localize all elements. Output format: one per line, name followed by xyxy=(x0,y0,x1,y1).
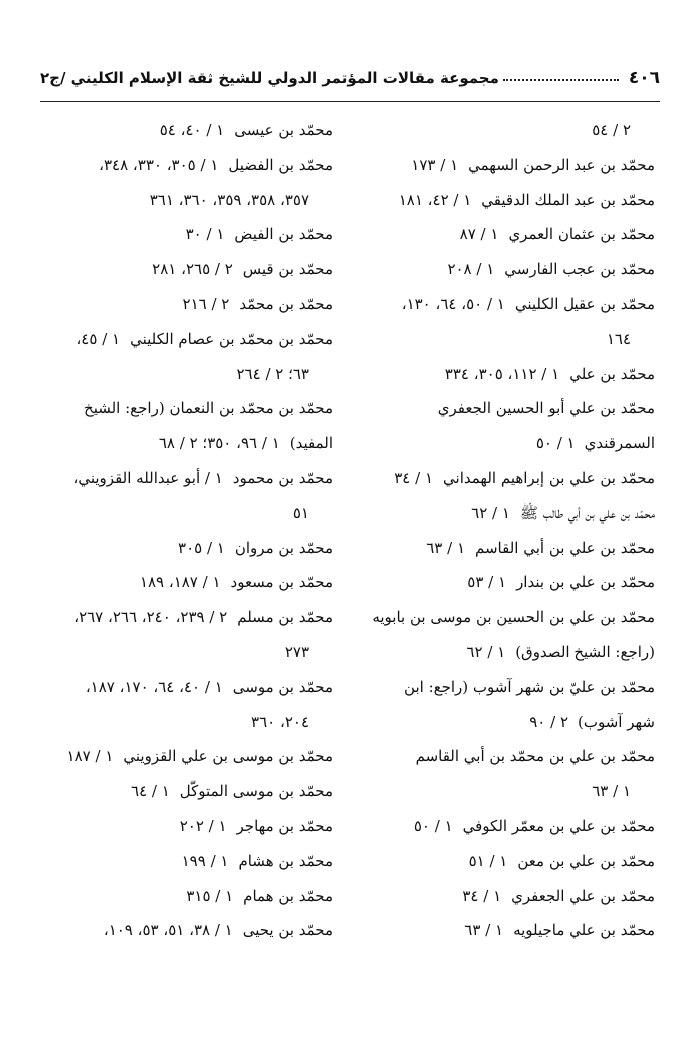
index-entry xyxy=(365,252,655,287)
index-entry xyxy=(365,217,655,252)
index-entry xyxy=(43,217,333,252)
index-entry xyxy=(365,879,655,914)
entry-page-refs: ٢ / ٢٣٩، ٢٤٠، ٢٦٦، ٢٦٧، xyxy=(74,608,228,627)
entry-page-refs: ١ / ٨٧ xyxy=(459,225,499,244)
index-entry xyxy=(365,461,655,496)
entry-page-refs: ١ / ٥٠، ٦٤، ١٣٠، xyxy=(401,294,505,313)
index-entry xyxy=(365,496,655,531)
entry-page-refs: ١ / ٤٠، ٦٤، ١٧٠، ١٨٧، xyxy=(85,677,223,696)
entry-name: محمّد بن هشام xyxy=(238,851,333,870)
entry-page-refs: ١ / ١٩٩ xyxy=(181,851,229,870)
entry-name: السمرقندي xyxy=(584,434,655,453)
index-entry xyxy=(43,670,333,705)
index-entry xyxy=(43,844,333,879)
entry-page-refs: ٣٥٧، ٣٥٨، ٣٥٩، ٣٦٠، ٣٦١ xyxy=(149,190,309,209)
entry-name: محمّد بن الفضيل xyxy=(228,155,333,174)
index-entry xyxy=(43,357,333,392)
index-entry xyxy=(43,287,333,322)
entry-name: محمّد بن عقيل الكليني xyxy=(514,294,655,313)
entry-page-refs: ١ / ٦٣ xyxy=(426,538,465,557)
entry-page-refs: ١ / ٩٦، ٣٥٠؛ ٢ / ٦٨ xyxy=(158,434,280,453)
index-entry xyxy=(43,391,333,426)
index-entry xyxy=(43,739,333,774)
entry-page-refs: ١٦٤ xyxy=(606,329,631,348)
entry-page-refs: ٢٧٣ xyxy=(284,642,309,661)
entry-name: محمّد بن عبد الملك الدقيقي xyxy=(481,190,655,209)
index-entry xyxy=(43,322,333,357)
entry-page-refs: ١ / ٥١ xyxy=(468,851,508,870)
index-entry xyxy=(365,705,655,740)
entry-page-refs: ١ / ٣٠٥ xyxy=(178,538,225,557)
index-entry xyxy=(43,565,333,600)
entry-name: محمّد بن علي ماجيلويه xyxy=(513,921,655,940)
entry-name: محمّد بن علي xyxy=(569,364,655,383)
entry-name: المفيد) xyxy=(289,434,333,453)
entry-name: محمّد بن محمّد بن عصام الكليني xyxy=(130,329,333,348)
header-rule xyxy=(40,101,660,102)
index-entry xyxy=(43,113,333,148)
entry-page-refs: ١ / ٦٣ xyxy=(592,782,631,801)
index-entry xyxy=(43,426,333,461)
index-entry xyxy=(43,461,333,496)
entry-name: محمّد بن علي بن بندار xyxy=(516,573,655,592)
entry-page-refs: ١ / ٥٣ xyxy=(467,573,507,592)
entry-page-refs: ١ / ٣١٥ xyxy=(186,886,234,905)
entry-page-refs: ١ / ١٧٣ xyxy=(411,155,459,174)
entry-name: محمّد بن مروان xyxy=(234,538,333,557)
entry-page-refs: ٦٣؛ ٢ / ٢٦٤ xyxy=(236,364,309,383)
entry-page-refs: ١ / ٥٠ xyxy=(413,816,453,835)
index-entry xyxy=(365,322,655,357)
index-entry xyxy=(43,635,333,670)
index-entry xyxy=(43,705,333,740)
entry-page-refs: ١ / ٣٨، ٥١، ٥٣، ١٠٩، xyxy=(103,921,233,940)
entry-page-refs: ١ / ٣٤ xyxy=(462,886,502,905)
entry-page-refs: ٢ / ٥٤ xyxy=(592,121,631,139)
index-entry xyxy=(43,252,333,287)
entry-page-refs: ١ / ٣٠ xyxy=(185,225,225,244)
index-entry xyxy=(365,148,655,183)
index-entry xyxy=(365,635,655,670)
entry-page-refs: ١ / ٢٠٢ xyxy=(179,816,227,835)
entry-name: محمّد بن موسى xyxy=(232,677,333,696)
index-entry xyxy=(365,844,655,879)
index-entry xyxy=(365,357,655,392)
entry-page-refs: ٢ / ٩٠ xyxy=(529,712,568,731)
entry-name: محمّد بن علي بن أبي القاسم xyxy=(475,538,655,557)
entry-page-refs: ١ / ١١٢، ٣٠٥، ٣٣٤ xyxy=(444,364,560,383)
index-entry xyxy=(43,774,333,809)
page-number: ٤٠٦ xyxy=(628,68,660,88)
running-header xyxy=(40,58,660,98)
index-entry xyxy=(365,739,655,774)
index-entry xyxy=(43,600,333,635)
entry-name: محمّد بن علي الجعفري xyxy=(511,886,655,905)
index-entry xyxy=(43,879,333,914)
index-column-left xyxy=(43,113,333,948)
entry-page-refs: ١ / ٤٠، ٥٤ xyxy=(159,121,225,139)
entry-name: شهر آشوب) xyxy=(578,712,655,731)
index-entry xyxy=(43,913,333,948)
index-entry xyxy=(365,531,655,566)
entry-name: محمّد بن موسى بن علي القزويني xyxy=(123,747,333,766)
entry-name: محمّد بن عبد الرحمن السهمي xyxy=(468,155,655,174)
entry-name: محمّد بن علي أبو الحسين الجعفري xyxy=(437,399,655,418)
index-entry xyxy=(43,496,333,531)
index-entry xyxy=(43,183,333,218)
entry-name: (راجع: الشيخ الصدوق) xyxy=(515,642,655,661)
entry-page-refs: ١ / ٤٢، ١٨١ xyxy=(398,190,472,209)
index-entry xyxy=(365,113,655,148)
index-entry xyxy=(43,148,333,183)
entry-name: محمّد بن علي بن إبراهيم الهمداني xyxy=(443,468,655,487)
entry-page-refs: ٥١ xyxy=(292,503,309,522)
entry-name: محمّد بن عليّ بن شهر آشوب (راجع: ابن xyxy=(404,677,655,696)
entry-page-refs: ١ / ٣٤ xyxy=(394,468,434,487)
entry-name: محمّد بن عجب الفارسي xyxy=(504,260,655,279)
entry-name: محمّد بن علي بن الحسين بن موسى بن بابويه xyxy=(372,608,655,627)
entry-name: محمّد بن عيسى xyxy=(234,121,333,139)
entry-name: محمّد بن علي بن محمّد بن أبي القاسم xyxy=(415,747,655,766)
entry-page-refs: ١ / أبو عبدالله القزويني، xyxy=(73,468,223,487)
entry-page-refs: ١ / ٤٥، xyxy=(76,329,121,348)
entry-page-refs: ١ / ٦٢ xyxy=(466,642,506,661)
index-entry xyxy=(365,391,655,426)
entry-page-refs: ١ / ٦٣ xyxy=(464,921,504,940)
index-entry xyxy=(365,670,655,705)
entry-name: محمّد بن الفيض xyxy=(234,225,333,244)
entry-name: محمّد بن يحيى xyxy=(242,921,333,940)
running-title: مجموعة مقالات المؤتمر الدولي للشيخ ثقة الإسلام الكليني /ج٢ xyxy=(40,69,499,87)
index-entry xyxy=(365,809,655,844)
index-entry xyxy=(43,531,333,566)
index-column-right xyxy=(365,113,655,948)
index-entry xyxy=(365,600,655,635)
index-entry xyxy=(365,183,655,218)
entry-name: محمّد بن علي بن معن xyxy=(517,851,655,870)
entry-name: محمّد بن علي بن أبي طالب ﷺ xyxy=(519,503,655,522)
entry-page-refs: ١ / ٦٢ xyxy=(471,503,510,522)
entry-name: محمّد بن موسى المتوكّل xyxy=(179,782,333,801)
index-entry xyxy=(365,774,655,809)
entry-page-refs: ٢٠٤، ٣٦٠ xyxy=(251,712,309,731)
index-entry xyxy=(365,287,655,322)
entry-name: محمّد بن مهاجر xyxy=(236,816,333,835)
entry-name: محمّد بن مسعود xyxy=(230,573,333,592)
index-entry xyxy=(365,426,655,461)
entry-page-refs: ٢ / ٢٦٥، ٢٨١ xyxy=(152,260,233,279)
entry-page-refs: ١ / ١٨٧، ١٨٩ xyxy=(139,573,221,592)
entry-name: محمّد بن محمّد xyxy=(239,294,333,313)
entry-name: محمّد بن همام xyxy=(243,886,333,905)
index-entry xyxy=(43,809,333,844)
entry-page-refs: ١ / ٥٠ xyxy=(535,434,575,453)
entry-page-refs: ١ / ٦٤ xyxy=(131,782,170,801)
entry-page-refs: ١ / ٣٠٥، ٣٣٠، ٣٤٨، xyxy=(99,155,219,174)
entry-name: محمّد بن علي بن معمّر الكوفي xyxy=(462,816,655,835)
entry-page-refs: ١ / ٢٠٨ xyxy=(447,260,495,279)
index-entry xyxy=(365,913,655,948)
index-entry xyxy=(365,565,655,600)
entry-page-refs: ٢ / ٢١٦ xyxy=(182,294,230,313)
entry-name: محمّد بن قيس xyxy=(242,260,333,279)
entry-page-refs: ١ / ١٨٧ xyxy=(66,747,114,766)
entry-name: محمّد بن محمود xyxy=(232,468,333,487)
entry-name: محمّد بن مسلم xyxy=(237,608,333,627)
entry-name: محمّد بن محمّد بن النعمان (راجع: الشيخ xyxy=(84,399,333,418)
header-leader-dots xyxy=(503,71,619,81)
entry-name: محمّد بن عثمان العمري xyxy=(508,225,655,244)
